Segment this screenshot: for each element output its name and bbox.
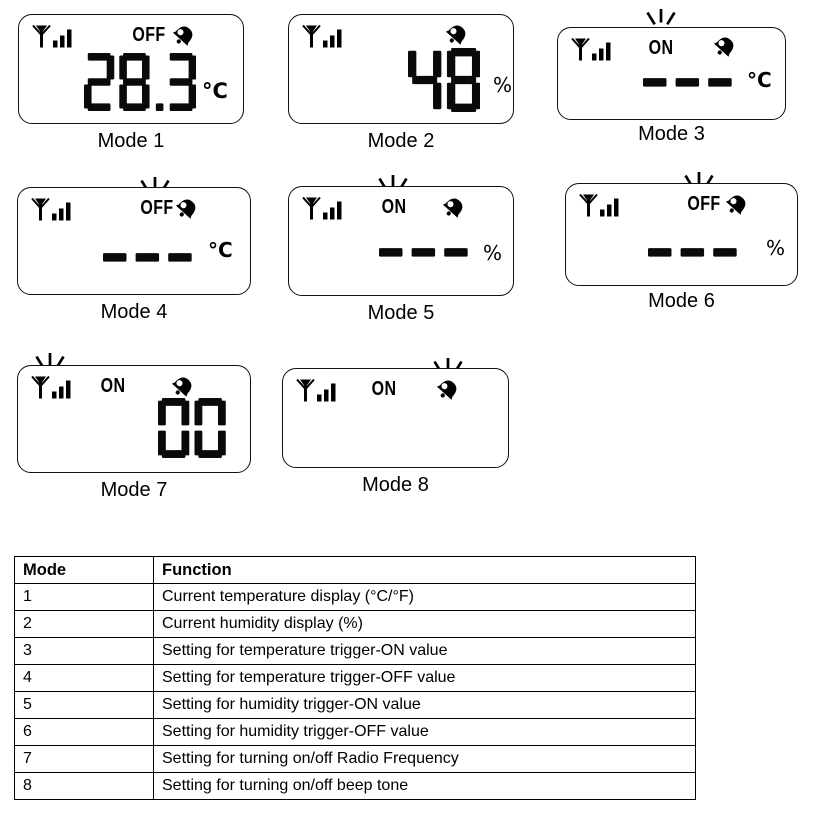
lcd-value	[643, 52, 736, 112]
table-row	[15, 638, 696, 665]
mode-number-cell: 5	[15, 692, 154, 719]
table-row	[15, 746, 696, 773]
mode-caption: Mode 6	[648, 290, 715, 312]
signal-antenna-icon	[32, 24, 76, 50]
signal-antenna-icon	[571, 37, 615, 63]
table-row	[15, 665, 696, 692]
alarm-bell-icon	[441, 195, 466, 220]
trigger-status-label: OFF	[132, 24, 166, 46]
mode-4-display	[17, 187, 251, 324]
mode-number-cell: 3	[15, 638, 154, 665]
lcd-value	[648, 222, 741, 282]
mode-caption: Mode 4	[100, 301, 168, 323]
mode-caption: Mode 1	[97, 130, 165, 152]
function-cell: Current humidity display (%)	[154, 611, 696, 638]
function-cell: Setting for humidity trigger-OFF value	[154, 719, 696, 746]
function-cell: Setting for temperature trigger-ON value	[154, 638, 696, 665]
function-cell: Setting for turning on/off Radio Frequency	[154, 746, 696, 773]
alarm-bell-icon	[174, 196, 199, 221]
mode-number-cell: 4	[15, 665, 154, 692]
function-cell: Setting for turning on/off beep tone	[154, 773, 696, 800]
table-row	[15, 773, 696, 800]
trigger-status-label: ON	[648, 37, 674, 59]
signal-antenna-icon	[302, 196, 346, 222]
table-header-function: Function	[154, 557, 696, 584]
mode-number-cell: 8	[15, 773, 154, 800]
unit-label: %	[483, 241, 503, 265]
mode-caption: Mode 7	[100, 479, 168, 501]
alarm-bell-icon	[171, 23, 196, 48]
mode-6-display	[565, 183, 798, 313]
mode-7-display	[17, 365, 251, 502]
mode-caption: Mode 5	[367, 302, 435, 324]
unit-label: °C	[208, 238, 233, 262]
lcd-value	[408, 48, 480, 112]
table-header-row	[15, 557, 696, 584]
mode-caption: Mode 2	[367, 130, 435, 152]
mode-number-cell: 1	[15, 584, 154, 611]
lcd-screen	[288, 14, 514, 124]
trigger-status-label: OFF	[687, 193, 721, 215]
lcd-value	[379, 222, 472, 282]
unit-label: °C	[202, 79, 228, 103]
lcd-screen	[557, 27, 786, 120]
mode-number-cell: 6	[15, 719, 154, 746]
function-cell: Setting for humidity trigger-ON value	[154, 692, 696, 719]
alarm-bell-icon	[435, 377, 460, 402]
mode-caption: Mode 3	[638, 123, 705, 145]
lcd-screen	[17, 187, 251, 295]
table-row	[15, 692, 696, 719]
signal-antenna-icon	[296, 378, 340, 404]
trigger-status-label: OFF	[140, 197, 174, 219]
function-cell: Current temperature display (°C/°F)	[154, 584, 696, 611]
trigger-status-label: ON	[381, 196, 407, 218]
lcd-screen	[288, 186, 514, 296]
table-row	[15, 611, 696, 638]
lcd-value	[158, 398, 226, 458]
lcd-value	[84, 53, 196, 111]
mode-5-display	[288, 186, 514, 325]
unit-label: %	[766, 236, 786, 260]
mode-caption: Mode 8	[362, 474, 429, 496]
mode-1-display	[18, 14, 244, 153]
alarm-bell-icon	[444, 22, 469, 47]
lcd-screen	[565, 183, 798, 286]
lcd-screen	[282, 368, 509, 468]
alarm-bell-icon	[724, 192, 749, 217]
lcd-value	[103, 227, 196, 287]
function-cell: Setting for temperature trigger-OFF value	[154, 665, 696, 692]
signal-antenna-icon	[31, 197, 75, 223]
signal-antenna-icon	[579, 193, 623, 219]
table-header-mode: Mode	[15, 557, 154, 584]
lcd-screen	[17, 365, 251, 473]
table-row	[15, 584, 696, 611]
signal-antenna-icon	[31, 375, 75, 401]
mode-3-display	[557, 27, 786, 146]
signal-antenna-icon	[302, 24, 346, 50]
mode-2-display	[288, 14, 514, 153]
mode-8-display	[282, 368, 509, 497]
table-row	[15, 719, 696, 746]
mode-number-cell: 2	[15, 611, 154, 638]
lcd-screen	[18, 14, 244, 124]
trigger-status-label: ON	[371, 378, 397, 400]
unit-label: %	[493, 73, 513, 97]
mode-number-cell: 7	[15, 746, 154, 773]
trigger-status-label: ON	[100, 375, 126, 397]
alarm-bell-icon	[170, 374, 195, 399]
mode-function-table	[14, 556, 696, 800]
blink-marks-icon	[643, 8, 679, 28]
unit-label: °C	[747, 68, 772, 92]
